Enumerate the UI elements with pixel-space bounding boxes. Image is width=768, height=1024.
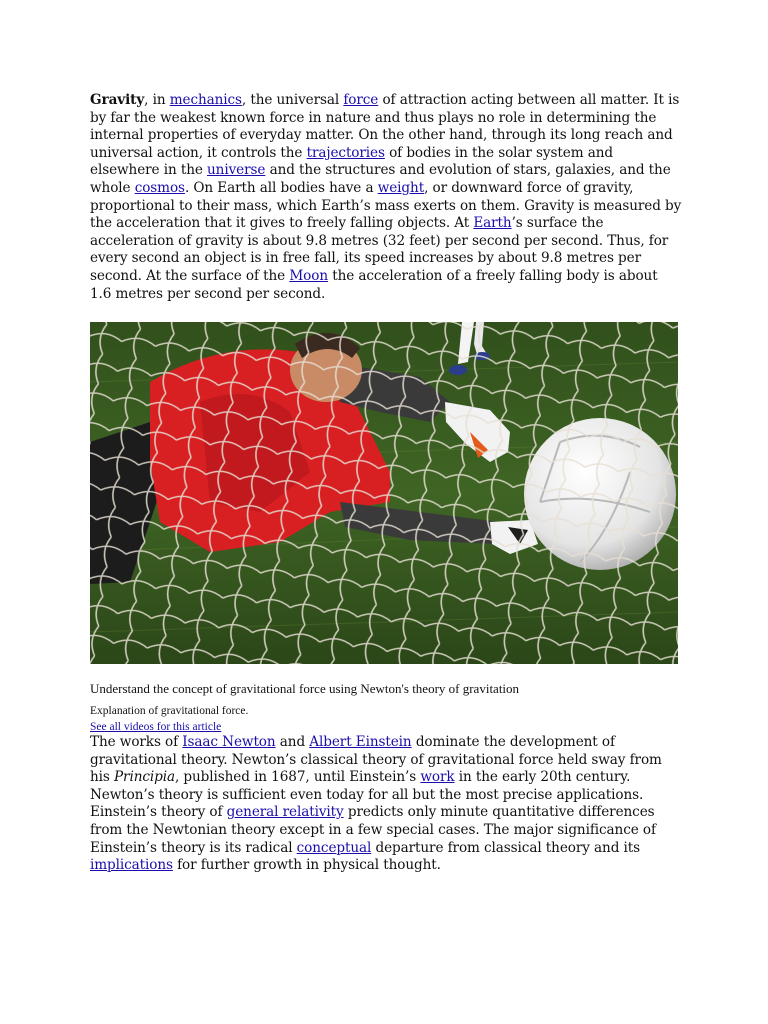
article-text: , the universal <box>241 92 344 108</box>
article-text: , or downward force of gravity, proportional to their mass, which Earth’s mass exerts on them. Gravity is measured by the acceleration that it gives to freely falling objects. At <box>90 179 682 232</box>
article-link[interactable]: work <box>420 769 455 786</box>
article-link[interactable]: implications <box>90 857 173 874</box>
article-text: dominate the development of gravitational theory. Newton’s classical theory of gravitational force held sway from his <box>90 734 662 786</box>
article-text: The works of <box>90 734 183 750</box>
article-text: and the structures and evolution of stars, galaxies, and the whole <box>90 162 671 196</box>
article-link[interactable]: Moon <box>289 267 328 284</box>
article-link[interactable]: weight <box>377 179 425 196</box>
article-text: of bodies in the solar system and elsewhere in the <box>90 144 613 179</box>
article-link[interactable]: Albert Einstein <box>309 734 412 750</box>
article-link[interactable]: trajectories <box>306 144 385 161</box>
article-text: of attraction acting between all matter. It is by far the weakest known force in nature and thus plays no role in determining the internal properties of everyday matter. On the other hand, through its long reach and universal action, it controls the <box>90 92 680 161</box>
theory-paragraph <box>90 734 682 875</box>
article-text: , in <box>144 92 170 108</box>
see-all-videos-link[interactable] <box>90 720 221 734</box>
article-text: in the early 20th century. Newton’s theory is sufficient even today for all but the most precise applications. Einstein’s theory of <box>90 769 644 821</box>
article-link[interactable]: conceptual <box>296 839 372 856</box>
article-text: , published in 1687, until Einstein’s <box>174 769 421 786</box>
see-all-videos-anchor[interactable]: See all videos for this article <box>90 721 222 733</box>
article-text: . On Earth all bodies have a <box>184 179 378 196</box>
article-text: ’s surface the acceleration of gravity is about 9.8 metres (32 feet) per second per second. Thus, for every second an object is in free fall, its speed increases by about 9.8 metres per second. At the surface of the <box>90 215 669 284</box>
video-caption: Understand the concept of gravitational force using Newton's theory of gravitation <box>90 681 520 696</box>
article-link[interactable]: force <box>343 92 379 108</box>
article-term: Gravity <box>90 92 145 108</box>
article-link[interactable]: universe <box>207 162 266 179</box>
article-text: departure from classical theory and its <box>371 839 641 856</box>
article-italic: Principia <box>114 769 175 786</box>
article-link[interactable]: Earth <box>473 215 512 232</box>
article-text: and <box>275 734 310 750</box>
article-link[interactable]: mechanics <box>169 92 242 108</box>
article-link[interactable]: cosmos <box>134 179 185 196</box>
goalkeeper-video-thumbnail[interactable] <box>90 322 678 664</box>
article-text: for further growth in physical thought. <box>172 857 441 874</box>
article-link[interactable]: Isaac Newton <box>182 734 276 750</box>
article-text: predicts only minute quantitative differences from the Newtonian theory except in a few special cases. The major significance of Einstein’s theory is its radical <box>90 804 656 856</box>
video-description: Explanation of gravitational force. <box>90 705 249 717</box>
article-link[interactable]: general relativity <box>226 804 344 821</box>
article-text: the acceleration of a freely falling body is about 1.6 metres per second per second. <box>90 267 658 302</box>
goalkeeper-photo <box>90 322 678 664</box>
intro-paragraph <box>90 92 682 303</box>
